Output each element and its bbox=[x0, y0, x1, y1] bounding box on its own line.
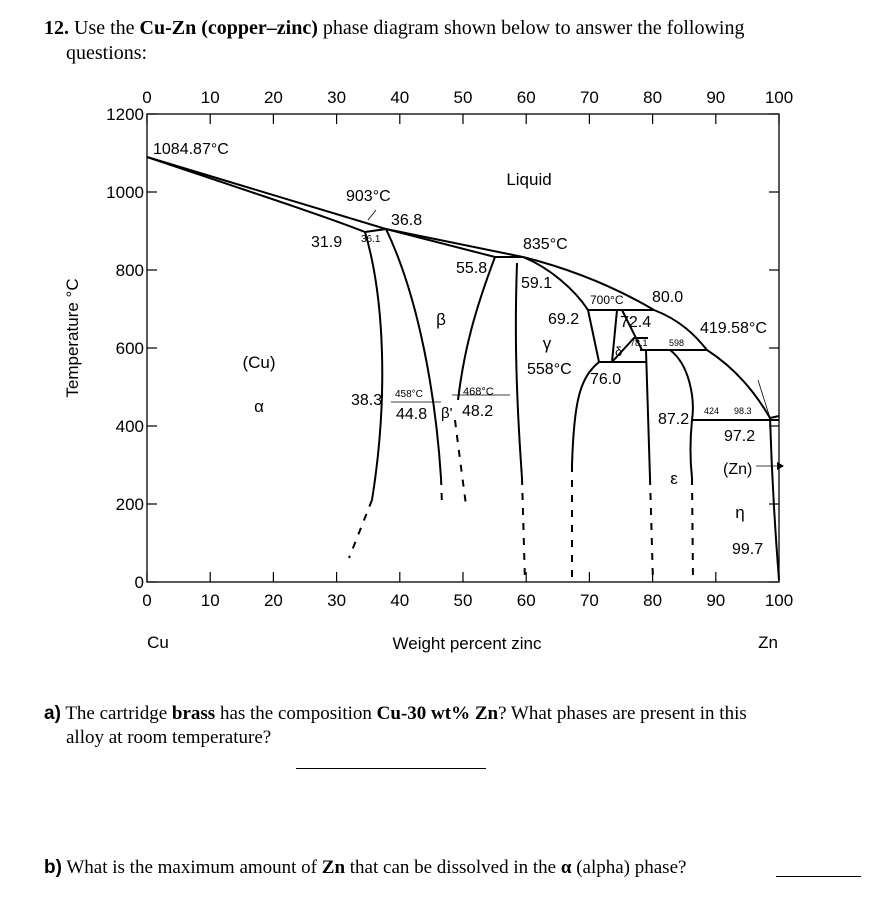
x-top-tick-label: 30 bbox=[327, 88, 347, 107]
epsilon-right bbox=[670, 350, 693, 420]
alpha-label: α bbox=[254, 397, 264, 416]
x-top-tick-label: 50 bbox=[453, 88, 473, 107]
x-top-tick-label: 40 bbox=[390, 88, 410, 107]
zn-phase-label: (Zn) bbox=[723, 461, 753, 478]
y-tick-label: 200 bbox=[115, 495, 144, 514]
x-bottom-tick-label: 70 bbox=[579, 591, 599, 610]
x-top-tick-label: 0 bbox=[142, 88, 152, 107]
c319-annotation: 31.9 bbox=[311, 234, 343, 251]
c692-annotation: 69.2 bbox=[548, 311, 580, 328]
question-text-before: Use the bbox=[74, 17, 135, 39]
peritectic-903-line bbox=[365, 229, 386, 232]
part-a-text-1: The cartridge bbox=[65, 703, 168, 724]
part-b-bold-1: Zn bbox=[321, 857, 346, 878]
zn-label: Zn bbox=[758, 633, 778, 652]
beta-prime-dashed bbox=[455, 420, 466, 505]
y-tick-labels bbox=[106, 105, 144, 592]
c781-annotation: 78.1 bbox=[630, 338, 648, 348]
x-top-tick-label: 100 bbox=[764, 88, 794, 107]
part-a-label: a) bbox=[44, 703, 61, 724]
y-tick-label: 800 bbox=[115, 261, 144, 280]
beta-solidus bbox=[386, 229, 495, 257]
label-903-guide bbox=[368, 210, 376, 220]
beta-alpha-dashed bbox=[441, 478, 442, 505]
beta-label: β bbox=[436, 310, 446, 329]
c482-annotation: 48.2 bbox=[462, 403, 494, 420]
axis-ticks bbox=[147, 114, 779, 582]
x-top-tick-label: 90 bbox=[706, 88, 726, 107]
zn-arrowhead bbox=[777, 462, 784, 470]
x-top-tick-label: 20 bbox=[263, 88, 283, 107]
c760-annotation: 76.0 bbox=[590, 371, 622, 388]
gamma-label: γ bbox=[542, 334, 552, 353]
t598-annotation: 598 bbox=[669, 338, 685, 348]
y-tick-label: 1000 bbox=[106, 183, 144, 202]
y-axis-label: Temperature °C bbox=[63, 278, 82, 398]
t700-annotation: 700°C bbox=[590, 293, 624, 307]
c368-annotation: 36.8 bbox=[391, 212, 423, 229]
eta-solvus bbox=[770, 418, 779, 580]
x-bottom-tick-label: 90 bbox=[706, 591, 726, 610]
part-b-alpha: α bbox=[560, 857, 572, 878]
c872-annotation: 87.2 bbox=[658, 411, 690, 428]
x-top-tick-labels bbox=[142, 88, 793, 107]
x-bottom-tick-label: 40 bbox=[390, 591, 410, 610]
gamma-right-boundary bbox=[588, 310, 599, 362]
y-tick-label: 1200 bbox=[106, 105, 144, 124]
beta-prime-label: β' bbox=[441, 405, 453, 422]
question-number: 12. bbox=[44, 17, 69, 39]
liquidus-mid bbox=[386, 229, 523, 257]
t835-annotation: 835°C bbox=[523, 236, 568, 253]
plot-frame bbox=[147, 114, 779, 582]
beta-alpha-boundary bbox=[386, 229, 441, 478]
t903-annotation: 903°C bbox=[346, 188, 391, 205]
x-axis-label: Weight percent zinc bbox=[392, 634, 542, 653]
t468-annotation: 468°C bbox=[463, 386, 494, 398]
c558-annotation: 55.8 bbox=[456, 260, 488, 277]
epsilon-left bbox=[646, 350, 650, 478]
c591-annotation: 59.1 bbox=[521, 275, 553, 292]
part-a-text-3: ? What phases are present in this bbox=[498, 703, 747, 724]
t558-annotation: 558°C bbox=[527, 361, 572, 378]
part-b-text-1: What is the maximum amount of bbox=[66, 857, 318, 878]
c383-annotation: 38.3 bbox=[351, 392, 383, 409]
cu-melt-annotation: 1084.87°C bbox=[153, 141, 229, 158]
part-b-answer-line[interactable] bbox=[776, 876, 861, 877]
epsilon-label: ε bbox=[670, 469, 678, 488]
zn-melt-guide bbox=[758, 380, 770, 418]
x-bottom-tick-label: 100 bbox=[764, 591, 794, 610]
beta-gamma-boundary bbox=[458, 257, 495, 400]
eta-label: η bbox=[735, 503, 745, 522]
cu-phase-label: (Cu) bbox=[242, 353, 276, 372]
y-tick-label: 600 bbox=[115, 339, 144, 358]
zn-melt-annotation: 419.58°C bbox=[700, 320, 767, 337]
gamma-left-dashed bbox=[522, 478, 525, 582]
dashed-boundaries bbox=[349, 420, 693, 582]
x-top-tick-label: 60 bbox=[516, 88, 536, 107]
x-top-tick-label: 80 bbox=[643, 88, 663, 107]
x-bottom-tick-labels bbox=[142, 591, 793, 610]
alpha-solvus bbox=[365, 232, 382, 500]
x-top-tick-label: 70 bbox=[579, 88, 599, 107]
cu-label: Cu bbox=[147, 633, 169, 652]
c800-annotation: 80.0 bbox=[652, 289, 684, 306]
part-b-text-2: that can be dissolved in the bbox=[349, 857, 557, 878]
x-bottom-tick-label: 60 bbox=[516, 591, 536, 610]
x-bottom-tick-label: 50 bbox=[453, 591, 473, 610]
t458-annotation: 458°C bbox=[395, 389, 423, 400]
question-text-after: phase diagram shown below to answer the following bbox=[322, 17, 745, 39]
part-a-bold-1: brass bbox=[171, 703, 216, 724]
c972-annotation: 97.2 bbox=[724, 428, 756, 445]
y-tick-label: 400 bbox=[115, 417, 144, 436]
x-bottom-tick-label: 20 bbox=[263, 591, 283, 610]
epsilon-left-dashed bbox=[650, 478, 653, 582]
question-text-cont: questions: bbox=[66, 42, 148, 64]
part-a-text-cont: alloy at room temperature? bbox=[66, 727, 272, 748]
c448-annotation: 44.8 bbox=[396, 406, 428, 423]
gamma-beta-boundary bbox=[516, 263, 522, 478]
part-a-text-2: has the composition bbox=[219, 703, 372, 724]
delta-label: δ bbox=[615, 344, 623, 359]
x-bottom-tick-label: 80 bbox=[643, 591, 663, 610]
part-b-text-3: (alpha) phase? bbox=[576, 857, 687, 878]
part-b-label: b) bbox=[44, 857, 62, 878]
epsilon-right-lower bbox=[691, 420, 693, 478]
c724-annotation: 72.4 bbox=[620, 314, 652, 331]
c997-annotation: 99.7 bbox=[732, 541, 764, 558]
epsilon-right-dashed bbox=[692, 478, 693, 580]
x-top-tick-label: 10 bbox=[200, 88, 220, 107]
solidus-cu-side bbox=[147, 157, 365, 232]
part-b-question bbox=[44, 856, 784, 880]
c361-annotation: 36.1 bbox=[361, 234, 381, 245]
zn-melt-line bbox=[770, 416, 779, 418]
x-bottom-tick-label: 30 bbox=[327, 591, 347, 610]
guide-lines bbox=[368, 210, 777, 466]
question-system: Cu-Zn (copper–zinc) bbox=[139, 17, 318, 39]
liquid-label: Liquid bbox=[506, 170, 552, 189]
alpha-solvus-dashed bbox=[349, 500, 372, 558]
c983-annotation: 98.3 bbox=[734, 406, 752, 416]
t424-annotation: 424 bbox=[704, 406, 720, 416]
part-a-answer-line[interactable] bbox=[296, 768, 486, 769]
x-bottom-tick-label: 10 bbox=[200, 591, 220, 610]
x-bottom-tick-label: 0 bbox=[142, 591, 152, 610]
part-a-bold-2: Cu-30 wt% Zn bbox=[376, 703, 499, 724]
y-tick-label: 0 bbox=[134, 573, 144, 592]
part-a-question bbox=[44, 702, 864, 750]
